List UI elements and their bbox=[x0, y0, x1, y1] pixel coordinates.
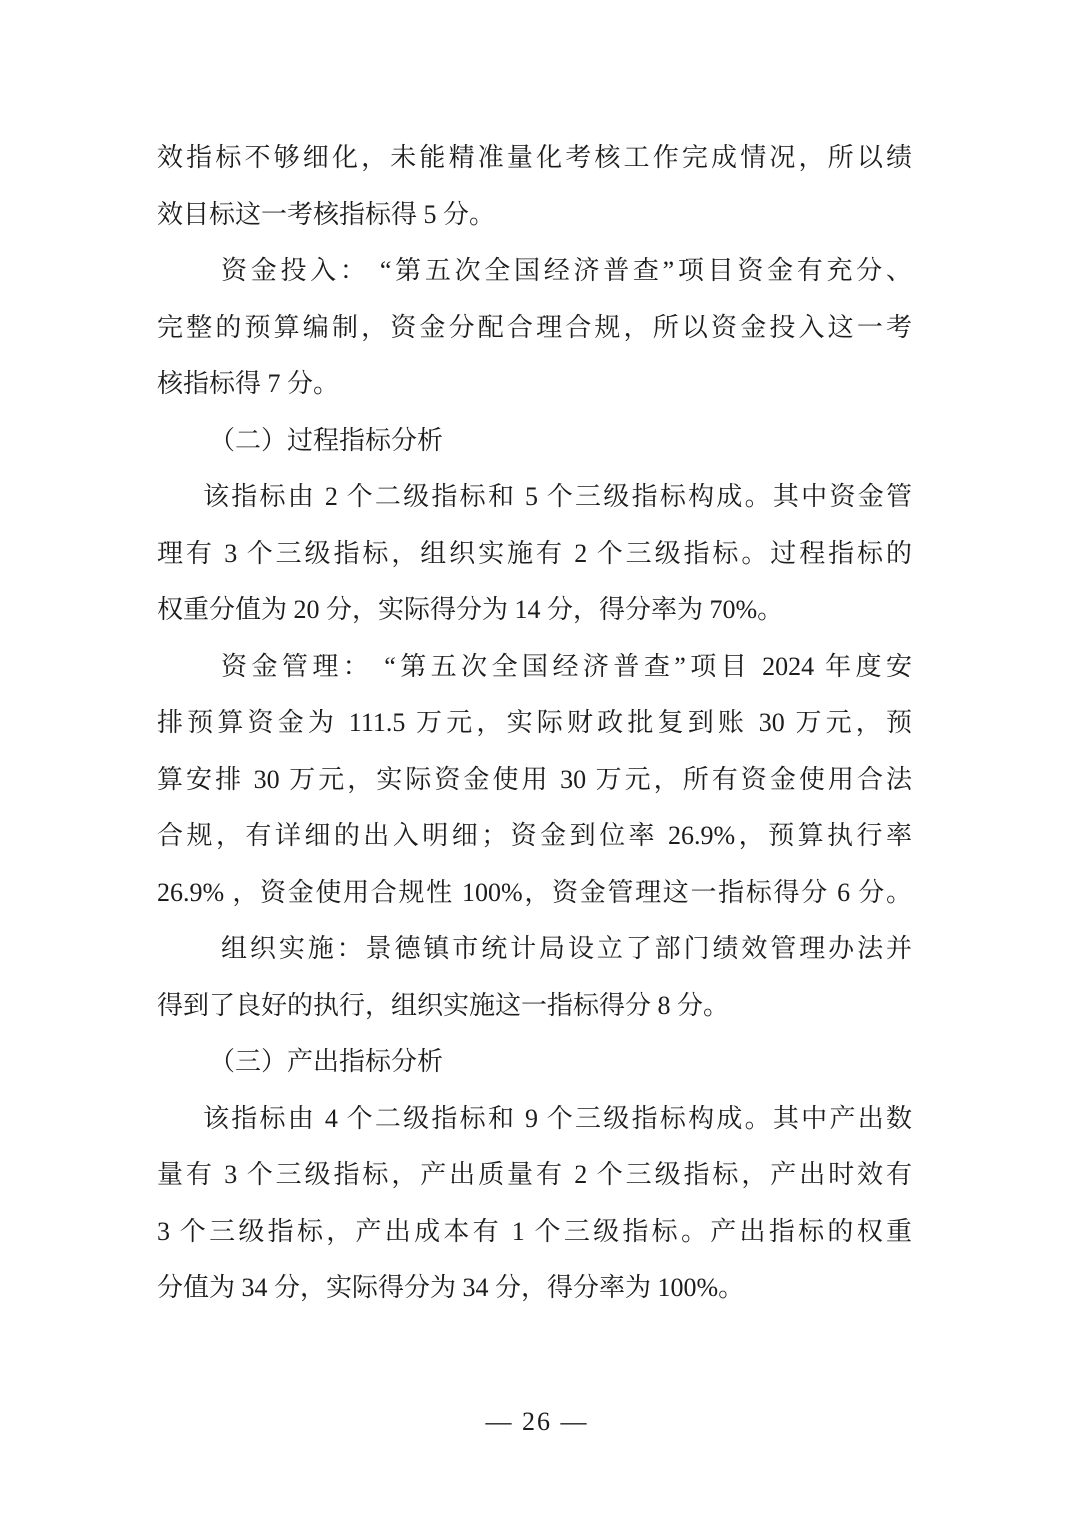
text-line: 算安排 30 万元，实际资金使用 30 万元，所有资金使用合法 bbox=[157, 764, 912, 794]
text-line: 量有 3 个三级指标，产出质量有 2 个三级指标，产出时效有 bbox=[157, 1160, 912, 1189]
page-number: — 26 — bbox=[485, 1407, 589, 1436]
text-line: 资金管理： “第五次全国经济普查”项目 2024 年度安 bbox=[221, 651, 912, 681]
text-line: 3 个三级指标，产出成本有 1 个三级指标。产出指标的权重 bbox=[157, 1216, 912, 1246]
text-line: 组织实施：景德镇市统计局设立了部门绩效管理办法并 bbox=[221, 934, 912, 963]
text-line: 理有 3 个三级指标，组织实施有 2 个三级指标。过程指标的 bbox=[157, 538, 912, 568]
section-heading: （三）产出指标分析 bbox=[209, 1047, 444, 1076]
text-line: 该指标由 2 个二级指标和 5 个三级指标构成。其中资金管 bbox=[203, 482, 912, 511]
text-line: 排预算资金为 111.5 万元，实际财政批复到账 30 万元，预 bbox=[157, 708, 912, 737]
text-line: 该指标由 4 个二级指标和 9 个三级指标构成。其中产出数 bbox=[203, 1103, 912, 1133]
text-line: 权重分值为 20 分，实际得分为 14 分，得分率为 70%。 bbox=[157, 595, 784, 624]
text-line: 效指标不够细化，未能精准量化考核工作完成情况，所以绩 bbox=[157, 143, 912, 172]
document-body bbox=[157, 130, 912, 1317]
text-line: 资金投入： “第五次全国经济普查”项目资金有充分、 bbox=[221, 256, 912, 285]
text-line: 核指标得 7 分。 bbox=[157, 369, 340, 398]
text-line: 分值为 34 分，实际得分为 34 分，得分率为 100%。 bbox=[157, 1273, 745, 1302]
text-line: 合规，有详细的出入明细；资金到位率 26.9%，预算执行率 bbox=[157, 821, 912, 850]
text-line: 效目标这一考核指标得 5 分。 bbox=[157, 199, 496, 229]
text-line: 得到了良好的执行，组织实施这一指标得分 8 分。 bbox=[157, 990, 730, 1020]
text-line: 26.9% ，资金使用合规性 100%，资金管理这一指标得分 6 分。 bbox=[157, 877, 912, 907]
text-line: 完整的预算编制，资金分配合理合规，所以资金投入这一考 bbox=[157, 312, 912, 342]
section-heading: （二）过程指标分析 bbox=[209, 425, 444, 455]
